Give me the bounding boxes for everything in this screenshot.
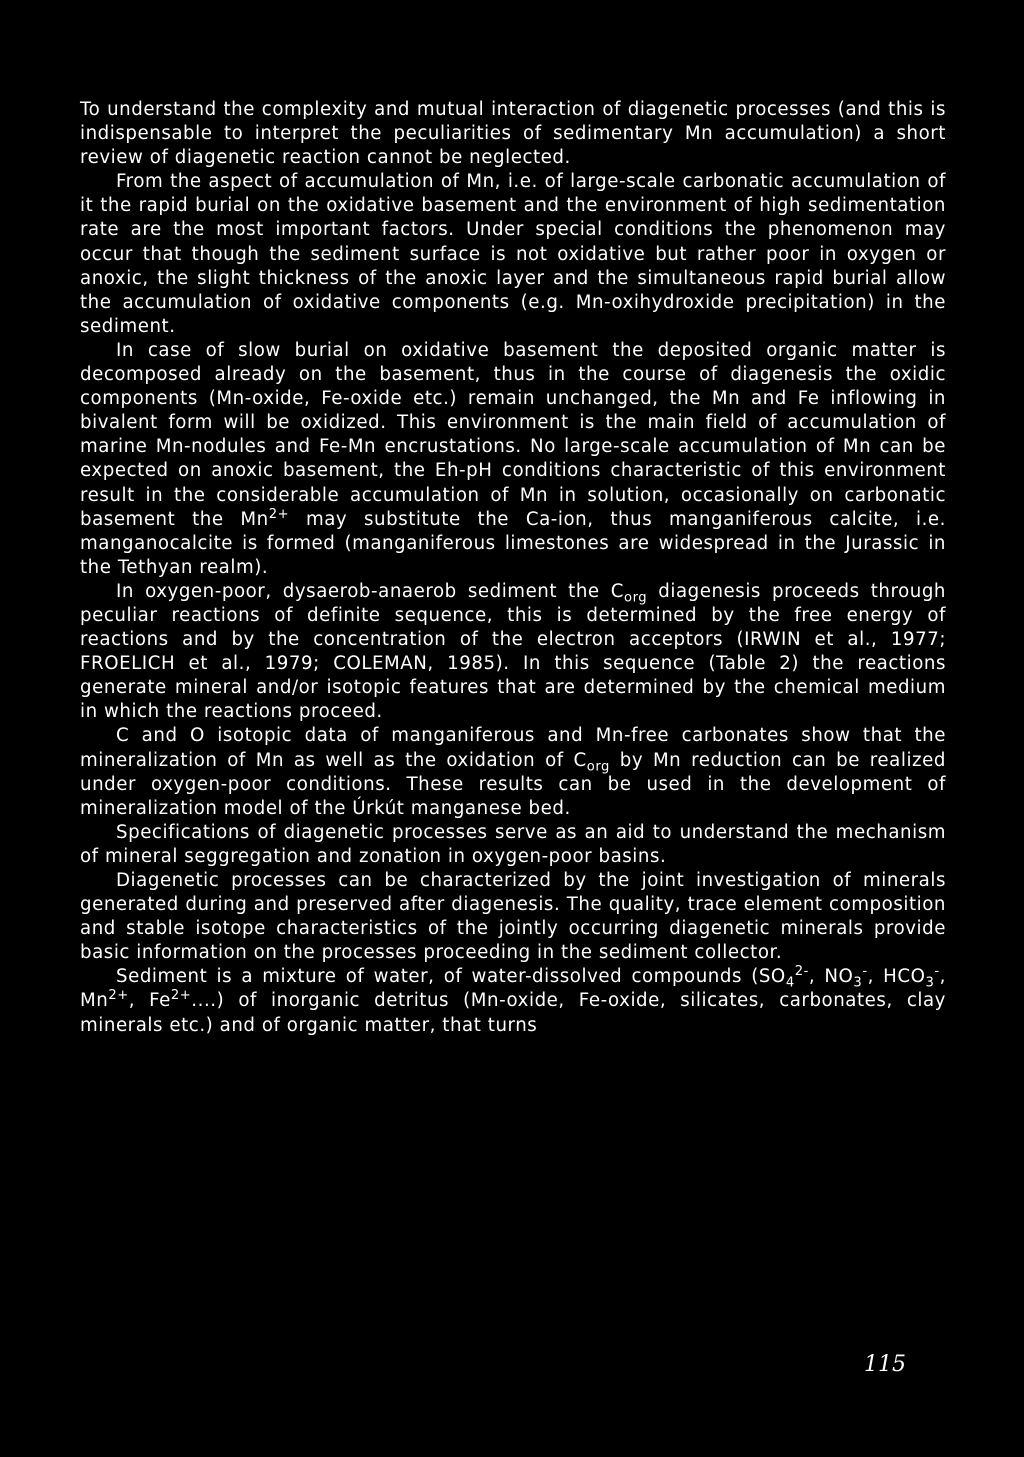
superscript-text: 2+ — [108, 988, 129, 1004]
superscript-text: 2+ — [170, 988, 192, 1004]
superscript-text: 2+ — [268, 506, 290, 522]
paragraph-text: , HCO — [867, 966, 926, 988]
subscript-text: 3 — [853, 976, 863, 992]
paragraph-text: may substitute the Ca-ion, thus manganiferous calcite, i.e. manganocalcite is formed (manganiferous limestones are widespread in the Jurassic in the Tethyan realm). — [80, 508, 946, 578]
superscript-text: 2- — [794, 964, 809, 980]
paragraph — [80, 98, 946, 170]
subscript-text: 3 — [925, 976, 935, 992]
paragraph-text: , Fe — [128, 990, 171, 1012]
paragraph-text: In case of slow burial on oxidative basement the deposited organic matter is decomposed already on the basement, thus in the course of diagenesis the oxidic components (Mn-oxide, Fe-oxide etc.) remain unchanged, the Mn and Fe inflowing in bivalent form will be oxidized. This environment is the main field of accumulation of marine Mn-nodules and Fe-Mn encrustations. No large-scale accumulation of Mn can be expected on anoxic basement, the Eh-pH conditions characteristic of this environment result in the considerable accumulation of Mn in solution, occasionally on carbonatic basement the Mn — [80, 339, 946, 530]
paragraph — [80, 580, 946, 725]
paragraph — [80, 339, 946, 580]
paragraph-text: , NO — [808, 966, 854, 988]
paragraph-text: In oxygen-poor, dysaerob-anaerob sediment the C — [116, 580, 625, 602]
paragraph-text: To understand the complexity and mutual interaction of diagenetic processes (and this is indispensable to interpret the peculiarities of sedimentary Mn accumulation) a short review of diagenetic reaction cannot be neglected. — [80, 99, 946, 169]
superscript-text: - — [934, 964, 940, 980]
paragraph — [80, 821, 946, 869]
paragraph — [80, 965, 946, 1037]
paragraph-text: From the aspect of accumulation of Mn, i.e. of large-scale carbonatic accumulation of it the rapid burial on the oxidative basement and the environment of high sedimentation rate are the most important factors. Under special conditions the phenomenon may occur that though the sediment surface is not oxidative but rather poor in oxygen or anoxic, the slight thickness of the anoxic layer and the simultaneous rapid burial allow the accumulation of oxidative components (e.g. Mn-oxihydroxide precipitation) in the sediment. — [80, 171, 946, 337]
paragraph-text: Specifications of diagenetic processes serve as an aid to understand the mechanism of mineral seggregation and zonation in oxygen-poor basins. — [80, 821, 946, 867]
subscript-text: org — [624, 590, 648, 606]
paragraph-text: C and O isotopic data of manganiferous and Mn-free carbonates show that the mineralization of Mn as well as the oxidation of C — [80, 725, 946, 771]
subscript-text: 4 — [785, 976, 795, 992]
paragraph-text: by Mn reduction can be realized under oxygen-poor conditions. These results can be used in the development of mineralization model of the Úrkút manganese bed. — [80, 749, 946, 819]
subscript-text: org — [586, 759, 610, 775]
paragraph-text: Diagenetic processes can be characterized by the joint investigation of minerals generated during and preserved after diagenesis. The quality, trace element composition and stable isotope characteristics of the jointly occurring diagenetic minerals provide basic information on the processes proceeding in the sediment collector. — [80, 870, 946, 964]
paragraph — [80, 869, 946, 965]
document-page — [80, 98, 946, 1038]
paragraph-text: Sediment is a mixture of water, of water-dissolved compounds (SO — [116, 966, 786, 988]
page-number: 115 — [864, 1352, 906, 1377]
paragraph — [80, 724, 946, 820]
paragraph — [80, 170, 946, 339]
paragraph-text: ....) of inorganic detritus (Mn-oxide, Fe-oxide, silicates, carbonates, clay minerals etc.) and of organic matter, that turns — [80, 990, 947, 1036]
paragraph-text: , Mn — [80, 966, 946, 1012]
body-text — [80, 98, 946, 1038]
paragraph-text: diagenesis proceeds through peculiar reactions of definite sequence, this is determined by the free energy of reactions and by the concentration of the electron acceptors (IRWIN et al., 1977; FROELICH et al., 1979; COLEMAN, 1985). In this sequence (Table 2) the reactions generate mineral and/or isotopic features that are determined by the chemical medium in which the reactions proceed. — [80, 580, 947, 723]
superscript-text: - — [862, 964, 868, 980]
